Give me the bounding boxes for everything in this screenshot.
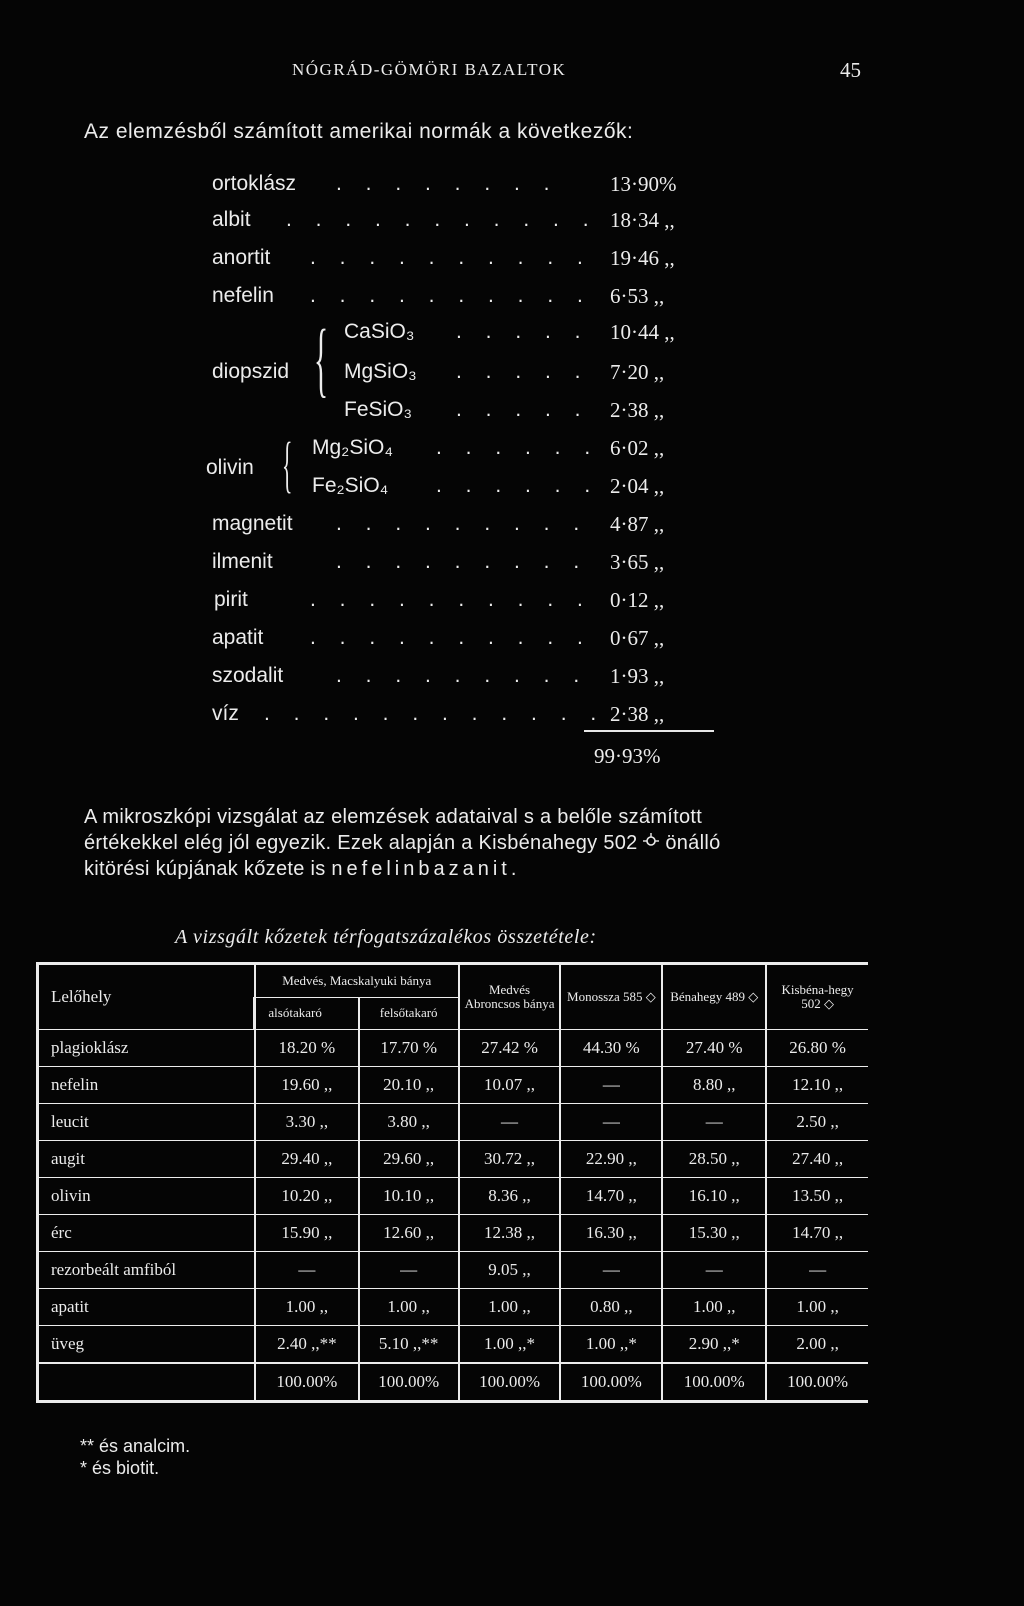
table-cell: 16.30 ,, (560, 1215, 662, 1252)
table-cell: 22.90 ,, (560, 1141, 662, 1178)
header-felsotakaro: felsőtakaró (359, 997, 459, 1029)
paragraph-line: A mikroszkópi vizsgálat az elemzések adataival s a belőle számított (84, 806, 703, 828)
table-cell: 27.40 % (662, 1030, 766, 1067)
table-cell: 9.05 ,, (459, 1252, 561, 1289)
table-row (38, 1178, 869, 1215)
brace: { (314, 313, 329, 406)
header-location: Lelőhely (38, 964, 255, 1030)
header-monossza-label: Monossza 585 (567, 989, 643, 1004)
table-cell: 17.70 % (359, 1030, 459, 1067)
header-kisbenahegy (766, 964, 868, 1030)
header-benahegy-label: Bénahegy 489 (670, 989, 745, 1004)
norm-label: Mg₂SiO₄ (312, 436, 393, 459)
norm-row (0, 588, 1024, 624)
table-caption: A vizsgált kőzetek térfogatszázalékos összetétele: (175, 926, 597, 948)
norm-row (0, 474, 1024, 510)
table-row (38, 1141, 869, 1178)
table-cell: 10.10 ,, (359, 1178, 459, 1215)
table-cell: 13.50 ,, (766, 1178, 868, 1215)
table-cell: 28.50 ,, (662, 1141, 766, 1178)
paragraph-line (84, 830, 884, 856)
footnote (80, 1458, 159, 1479)
norm-label: anortit (212, 246, 271, 269)
norm-row (0, 626, 1024, 662)
rock-name: nefelinbazanit. (331, 858, 521, 880)
norm-value: 18·34 ,, (610, 208, 675, 232)
norm-label: FeSiO₃ (344, 398, 413, 421)
group-label-olivin: olivin (206, 456, 254, 479)
total-cell: 100.00% (766, 1363, 868, 1402)
total-cell: 100.00% (459, 1363, 561, 1402)
table-cell: 1.00 ,, (359, 1289, 459, 1326)
table-cell: 2.50 ,, (766, 1104, 868, 1141)
norm-label: ortoklász (212, 172, 297, 195)
table-cell: 15.90 ,, (255, 1215, 359, 1252)
norm-label: pirit (214, 588, 248, 611)
footnote-text: és analcim. (99, 1436, 191, 1456)
norm-value: 6·02 ,, (610, 436, 665, 460)
norm-row (0, 208, 1024, 244)
table-cell: 2.40 ,,** (255, 1326, 359, 1364)
table-cell: 1.00 ,,* (459, 1326, 561, 1364)
table-row (38, 1104, 869, 1141)
table-cell: 3.80 ,, (359, 1104, 459, 1141)
table-cell: — (662, 1252, 766, 1289)
leader-dots: . . . . . . (436, 474, 600, 497)
norm-row (0, 436, 1024, 472)
mineral-name: üveg (38, 1326, 255, 1364)
paragraph-text: értékekkel elég jól egyezik. Ezek alapján a Kisbénahegy 502 (84, 832, 638, 854)
norm-row (0, 360, 1024, 396)
norm-row (0, 320, 1024, 356)
norm-value: 7·20 ,, (610, 360, 665, 384)
norm-row (0, 246, 1024, 282)
table-cell: 10.07 ,, (459, 1067, 561, 1104)
footnote (80, 1436, 190, 1457)
mineral-name: olivin (38, 1178, 255, 1215)
header-kisbenahegy-label: Kisbéna-hegy 502 (781, 982, 854, 1011)
norm-value: 1·93 ,, (610, 664, 665, 688)
table-cell: 1.00 ,, (766, 1289, 868, 1326)
leader-dots: . . . . . . . . . . (310, 626, 592, 649)
table-cell: — (766, 1252, 868, 1289)
table-row (38, 1252, 869, 1289)
mineral-name: augit (38, 1141, 255, 1178)
leader-dots: . . . . . . . . (336, 172, 559, 195)
table-cell: 12.38 ,, (459, 1215, 561, 1252)
norm-value: 10·44 ,, (610, 320, 675, 344)
norm-value: 19·46 ,, (610, 246, 675, 270)
table-cell: 18.20 % (255, 1030, 359, 1067)
total-cell: 100.00% (359, 1363, 459, 1402)
group-label-diopszid: diopszid (212, 360, 290, 383)
norm-row (0, 284, 1024, 320)
leader-dots: . . . . . . . . . . (310, 284, 592, 307)
table-cell: — (560, 1104, 662, 1141)
table-cell: 16.10 ,, (662, 1178, 766, 1215)
norm-value: 6·53 ,, (610, 284, 665, 308)
crater-symbol-icon: ◇ (823, 996, 834, 1011)
table-row (38, 1289, 869, 1326)
table-cell: 8.80 ,, (662, 1067, 766, 1104)
footnote-text: és biotit. (92, 1458, 160, 1478)
norm-total: 99·93% (594, 744, 661, 768)
norm-label: albit (212, 208, 251, 231)
table-cell: 1.00 ,, (662, 1289, 766, 1326)
table-cell: 10.20 ,, (255, 1178, 359, 1215)
norm-row (0, 702, 1024, 738)
norm-label: szodalit (212, 664, 284, 687)
table-total-row (38, 1363, 869, 1402)
composition-table (36, 962, 868, 1403)
table-cell: 2.00 ,, (766, 1326, 868, 1364)
table-cell: 1.00 ,, (255, 1289, 359, 1326)
mineral-name: apatit (38, 1289, 255, 1326)
mineral-name: nefelin (38, 1067, 255, 1104)
table-row (38, 1215, 869, 1252)
total-cell: 100.00% (255, 1363, 359, 1402)
header-medves-macskalyuki: Medvés, Macskalyuki bánya (255, 964, 459, 998)
total-cell: 100.00% (662, 1363, 766, 1402)
mineral-name: rezorbeált amfiból (38, 1252, 255, 1289)
leader-dots: . . . . . . . . . (336, 550, 589, 573)
table-cell: 3.30 ,, (255, 1104, 359, 1141)
crater-symbol-icon (643, 830, 659, 856)
norm-label: nefelin (212, 284, 274, 307)
total-label-cell (38, 1363, 255, 1402)
norm-label: víz (212, 702, 239, 725)
paragraph-line (84, 856, 884, 882)
table-cell: 12.10 ,, (766, 1067, 868, 1104)
table-cell: 12.60 ,, (359, 1215, 459, 1252)
norm-label: magnetit (212, 512, 293, 535)
norm-value: 2·38 ,, (610, 702, 665, 726)
table-cell: 19.60 ,, (255, 1067, 359, 1104)
norm-value: 0·12 ,, (610, 588, 665, 612)
leader-dots: . . . . . . . . . . . . (264, 702, 606, 725)
table-cell: — (255, 1252, 359, 1289)
leader-dots: . . . . . . . . . (336, 664, 589, 687)
table-cell: — (459, 1104, 561, 1141)
norm-value: 13·90% (610, 172, 677, 196)
table-cell: 1.00 ,, (459, 1289, 561, 1326)
crater-symbol-icon: ◇ (645, 989, 656, 1004)
running-header: NÓGRÁD-GÖMÖRI BAZALTOK (292, 60, 567, 79)
paragraph-text: kitörési kúpjának kőzete is (84, 858, 326, 880)
table-cell: — (359, 1252, 459, 1289)
mineral-name: leucit (38, 1104, 255, 1141)
norm-row (0, 398, 1024, 434)
norm-label: Fe₂SiO₄ (312, 474, 389, 497)
leader-dots: . . . . . (456, 320, 590, 343)
table-cell: 20.10 ,, (359, 1067, 459, 1104)
table-cell: 8.36 ,, (459, 1178, 561, 1215)
table-cell: 26.80 % (766, 1030, 868, 1067)
norm-value: 0·67 ,, (610, 626, 665, 650)
leader-dots: . . . . . (456, 360, 590, 383)
norm-value: 2·38 ,, (610, 398, 665, 422)
table-cell: 14.70 ,, (766, 1215, 868, 1252)
table-cell: 5.10 ,,** (359, 1326, 459, 1364)
total-cell: 100.00% (560, 1363, 662, 1402)
table-row (38, 1326, 869, 1364)
norm-row (0, 664, 1024, 700)
table-cell: 14.70 ,, (560, 1178, 662, 1215)
leader-dots: . . . . . . . . . (336, 512, 589, 535)
norm-row (0, 172, 1024, 208)
leader-dots: . . . . . . (436, 436, 600, 459)
header-medves-abroncsos: Medvés Abroncsos bánya (459, 964, 561, 1030)
table-row (38, 1067, 869, 1104)
leader-dots: . . . . . . . . . . (310, 246, 592, 269)
table-cell: — (560, 1252, 662, 1289)
brace: { (282, 431, 293, 499)
table-cell: 27.42 % (459, 1030, 561, 1067)
table-cell: 30.72 ,, (459, 1141, 561, 1178)
paragraph-text: önálló (665, 832, 721, 854)
norm-row (0, 512, 1024, 548)
leader-dots: . . . . . . . . . . . (286, 208, 598, 231)
table-cell: 0.80 ,, (560, 1289, 662, 1326)
table-cell: 29.40 ,, (255, 1141, 359, 1178)
table-cell: 27.40 ,, (766, 1141, 868, 1178)
header-benahegy (662, 964, 766, 1030)
norm-label: CaSiO₃ (344, 320, 415, 343)
body-paragraph (84, 804, 884, 882)
table-cell: 29.60 ,, (359, 1141, 459, 1178)
crater-symbol-icon: ◇ (748, 989, 759, 1004)
norm-label: apatit (212, 626, 264, 649)
table-cell: 15.30 ,, (662, 1215, 766, 1252)
table-row (38, 1030, 869, 1067)
table-cell: — (560, 1067, 662, 1104)
intro-sentence: Az elemzésből számított amerikai normák a következők: (84, 120, 634, 143)
table-cell: — (662, 1104, 766, 1141)
leader-dots: . . . . . . . . . . (310, 588, 592, 611)
norm-value: 4·87 ,, (610, 512, 665, 536)
table-cell: 44.30 % (560, 1030, 662, 1067)
norm-row (0, 550, 1024, 586)
leader-dots: . . . . . (456, 398, 590, 421)
mineral-name: plagioklász (38, 1030, 255, 1067)
norm-label: ilmenit (212, 550, 273, 573)
header-monossza (560, 964, 662, 1030)
footnote-mark: ** (80, 1436, 95, 1456)
norm-value: 2·04 ,, (610, 474, 665, 498)
mineral-name: érc (38, 1215, 255, 1252)
header-alsotakaro: alsótakaró (255, 997, 359, 1029)
page-number: 45 (840, 58, 861, 82)
norm-label: MgSiO₃ (344, 360, 417, 383)
table-cell: 2.90 ,,* (662, 1326, 766, 1364)
norm-value: 3·65 ,, (610, 550, 665, 574)
footnote-mark: * (80, 1458, 88, 1478)
table-cell: 1.00 ,,* (560, 1326, 662, 1364)
sum-rule (584, 730, 714, 732)
